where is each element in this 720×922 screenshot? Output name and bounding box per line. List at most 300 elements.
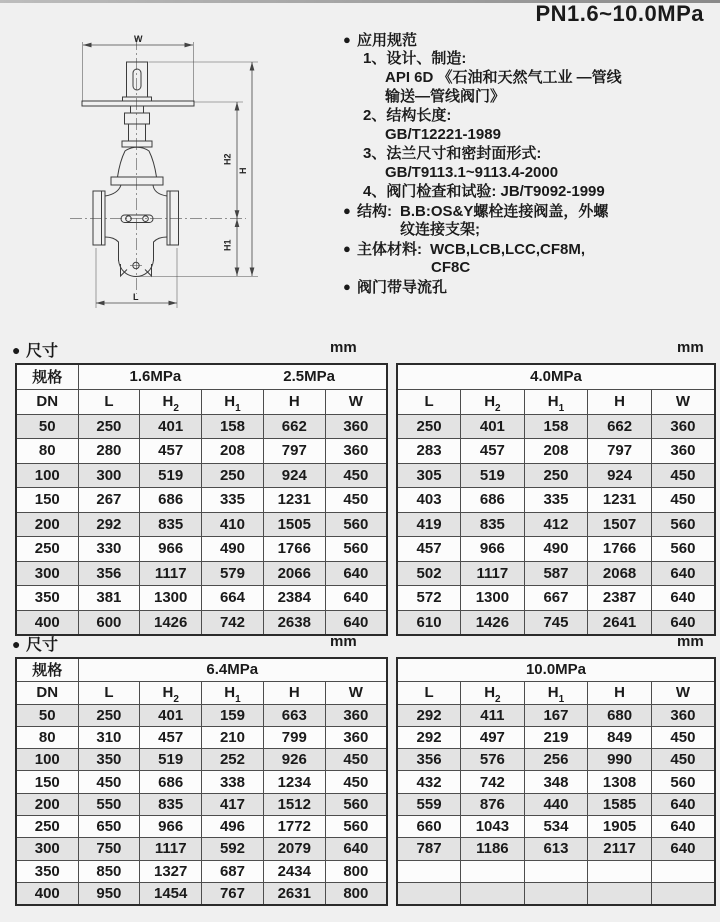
table-row [397, 815, 715, 837]
col-header: $H_2$ [461, 681, 525, 704]
table-cell: 300 [16, 561, 78, 586]
table-cell: 432 [397, 771, 461, 793]
table-row [397, 704, 715, 726]
table-cell: 742 [202, 610, 264, 635]
table-cell: 640 [651, 838, 715, 860]
table-cell: 158 [524, 414, 588, 439]
table-row [397, 610, 715, 635]
table-cell: 1772 [263, 815, 325, 837]
column-header-row [16, 389, 387, 414]
table-cell: 310 [78, 726, 140, 748]
table-cell: 640 [325, 561, 387, 586]
table-cell: 200 [16, 793, 78, 815]
yoke-plate [82, 101, 194, 106]
table-cell: 966 [140, 537, 202, 562]
table-cell: 2384 [263, 586, 325, 611]
col-header: $H_1$ [524, 681, 588, 704]
table-row [16, 726, 387, 748]
spec-heading: ● 应用规范 [343, 32, 418, 49]
col-header: $H_1$ [202, 681, 264, 704]
table-cell: 849 [588, 726, 652, 748]
col-header: $H_2$ [140, 389, 202, 414]
table-cell: 250 [16, 815, 78, 837]
table-cell: 335 [524, 488, 588, 513]
table-cell: 560 [325, 815, 387, 837]
dimensions-heading: ● 尺寸 [12, 636, 59, 654]
table-cell: 1512 [263, 793, 325, 815]
table-cell: 640 [325, 610, 387, 635]
table-row [397, 488, 715, 513]
table-cell: 1426 [461, 610, 525, 635]
unit-label: mm [677, 339, 704, 356]
table-cell: 835 [461, 512, 525, 537]
stem-upper [131, 106, 144, 113]
table-cell: 560 [651, 771, 715, 793]
spec-note: ● 阀门带导流孔 [343, 279, 448, 296]
table-cell: 835 [140, 793, 202, 815]
table-cell: 490 [202, 537, 264, 562]
body-lower-left [105, 237, 119, 261]
spec-structure: ● 结构: B.B:OS&Y螺栓连接阀盖，外螺 [343, 203, 609, 220]
table-cell: 400 [16, 610, 78, 635]
table-cell: 400 [16, 882, 78, 904]
table-row [397, 512, 715, 537]
table-cell: 100 [16, 463, 78, 488]
table-cell: 680 [588, 704, 652, 726]
table-row [397, 537, 715, 562]
table-cell: 560 [325, 537, 387, 562]
table-row [397, 749, 715, 771]
col-header: H [588, 389, 652, 414]
table-cell: 360 [325, 726, 387, 748]
table-cell: 2638 [263, 610, 325, 635]
table-cell: 401 [140, 704, 202, 726]
table-cell: 450 [325, 749, 387, 771]
table-row [16, 463, 387, 488]
table-cell [588, 882, 652, 904]
table-row [16, 414, 387, 439]
col-header: H [588, 681, 652, 704]
table-cell: 256 [524, 749, 588, 771]
table-cell [588, 860, 652, 882]
spec-structure-2: 纹连接支架; [400, 221, 480, 238]
table-cell: 356 [78, 561, 140, 586]
table-cell: 305 [397, 463, 461, 488]
col-header: L [397, 681, 461, 704]
dim-label-l: L [133, 292, 139, 302]
table-cell: 403 [397, 488, 461, 513]
table-cell: 292 [397, 704, 461, 726]
table-row [16, 749, 387, 771]
table-row [16, 815, 387, 837]
housing-base [123, 97, 152, 101]
table-cell: 450 [651, 463, 715, 488]
table-cell: 1231 [263, 488, 325, 513]
table-cell: 440 [524, 793, 588, 815]
table-cell: 335 [202, 488, 264, 513]
table-cell: 1043 [461, 815, 525, 837]
table-cell: 497 [461, 726, 525, 748]
stem-lower [129, 124, 146, 141]
col-header: W [651, 681, 715, 704]
table-row [16, 860, 387, 882]
table-cell: 330 [78, 537, 140, 562]
table-cell: 250 [397, 414, 461, 439]
table-cell: 50 [16, 704, 78, 726]
table-cell: 640 [651, 815, 715, 837]
table-cell: 450 [651, 749, 715, 771]
table-cell: 966 [461, 537, 525, 562]
table-cell: 640 [325, 838, 387, 860]
table-cell: 662 [588, 414, 652, 439]
table-cell: 250 [16, 537, 78, 562]
table-cell: 800 [325, 882, 387, 904]
table-cell [524, 860, 588, 882]
table-cell: 360 [651, 704, 715, 726]
col-header: L [78, 389, 140, 414]
table-cell: 450 [651, 488, 715, 513]
table-cell: 150 [16, 771, 78, 793]
table-cell: 686 [140, 488, 202, 513]
spec-item-3: 3、法兰尺寸和密封面形式: [363, 145, 542, 162]
table-cell: 2434 [263, 860, 325, 882]
table-cell: 283 [397, 439, 461, 464]
table-row [16, 561, 387, 586]
table-cell: 250 [524, 463, 588, 488]
col-header: H [263, 681, 325, 704]
table-row [16, 610, 387, 635]
col-header: $H_1$ [524, 389, 588, 414]
dim-label-h1: H1 [222, 239, 233, 251]
table-cell: 686 [140, 771, 202, 793]
table-cell: 579 [202, 561, 264, 586]
table-row [397, 439, 715, 464]
table-cell: 750 [78, 838, 140, 860]
table-cell: 990 [588, 749, 652, 771]
table-cell: 159 [202, 704, 264, 726]
table-cell: 660 [397, 815, 461, 837]
table-cell: 587 [524, 561, 588, 586]
col-header: $H_2$ [461, 389, 525, 414]
table-cell: 576 [461, 749, 525, 771]
table-cell: 360 [651, 439, 715, 464]
spec-item-2a: GB/T12221-1989 [385, 126, 501, 143]
table-cell: 1300 [140, 586, 202, 611]
table-cell: 667 [524, 586, 588, 611]
table-cell: 1766 [588, 537, 652, 562]
col-header: W [325, 389, 387, 414]
table-cell: 799 [263, 726, 325, 748]
dims-table-10.0mpa [396, 657, 716, 906]
spec-item-1a: API 6D 《石油和天然气工业 —管线 [385, 69, 622, 86]
table-cell: 219 [524, 726, 588, 748]
table-row [397, 860, 715, 882]
table-cell: 519 [140, 463, 202, 488]
body-shoulder-right [153, 185, 167, 196]
bonnet [118, 147, 157, 177]
table-cell [461, 860, 525, 882]
table-cell: 2068 [588, 561, 652, 586]
table-row [397, 793, 715, 815]
table-cell: 1426 [140, 610, 202, 635]
table-cell: 350 [16, 586, 78, 611]
table-cell [397, 860, 461, 882]
bonnet-neck-flange [122, 141, 152, 147]
table-cell: 600 [78, 610, 140, 635]
table-cell: 300 [78, 463, 140, 488]
spec-header-cell: 规格 [16, 658, 78, 681]
table-cell: 417 [202, 793, 264, 815]
table-cell: 100 [16, 749, 78, 771]
table-cell: 2079 [263, 838, 325, 860]
dims-table-4.0mpa [396, 363, 716, 636]
table-cell: 640 [325, 586, 387, 611]
table-cell: 419 [397, 512, 461, 537]
table-cell: 742 [461, 771, 525, 793]
table-cell: 210 [202, 726, 264, 748]
table-cell: 662 [263, 414, 325, 439]
dim-label-w: W [134, 34, 143, 44]
table-row [16, 537, 387, 562]
pressure-header-cell: 10.0MPa [397, 658, 715, 681]
table-cell: 450 [78, 771, 140, 793]
table-cell: 560 [651, 512, 715, 537]
table-cell: 924 [588, 463, 652, 488]
dim-label-h: H [238, 167, 248, 174]
table-row [16, 704, 387, 726]
table-cell: 640 [651, 586, 715, 611]
table-row [16, 439, 387, 464]
table-cell: 356 [397, 749, 461, 771]
table-cell: 797 [263, 439, 325, 464]
bonnet-flange [111, 177, 163, 185]
body-lower-right [154, 237, 168, 261]
table-cell: 800 [325, 860, 387, 882]
col-header: W [325, 681, 387, 704]
table-cell [651, 882, 715, 904]
table-cell: 1117 [140, 838, 202, 860]
table-cell: 360 [651, 414, 715, 439]
column-header-row [16, 681, 387, 704]
body-shoulder-left [105, 185, 121, 196]
table-cell: 664 [202, 586, 264, 611]
pressure-header-row [16, 364, 387, 389]
table-cell: 966 [140, 815, 202, 837]
table-cell: 250 [78, 704, 140, 726]
table-cell: 411 [461, 704, 525, 726]
table-cell: 360 [325, 439, 387, 464]
spec-item-2: 2、结构长度: [363, 107, 452, 124]
table-row [16, 793, 387, 815]
spec-item-4: 4、阀门检查和试验: JB/T9092-1999 [363, 183, 605, 200]
table-cell: 348 [524, 771, 588, 793]
table-cell: 292 [78, 512, 140, 537]
table-cell: 640 [651, 610, 715, 635]
table-cell: 1117 [140, 561, 202, 586]
pipe-flange-left [93, 191, 105, 245]
table-cell: 850 [78, 860, 140, 882]
table-cell: 1507 [588, 512, 652, 537]
table-cell: 280 [78, 439, 140, 464]
bottom-foot-right [145, 264, 152, 276]
spec-item-3a: GB/T9113.1~9113.4-2000 [385, 164, 559, 181]
table-cell: 252 [202, 749, 264, 771]
col-header: L [397, 389, 461, 414]
table-cell: 457 [140, 439, 202, 464]
table-cell [651, 860, 715, 882]
dims-table-6.4mpa [15, 657, 388, 906]
table-cell: 450 [325, 463, 387, 488]
table-cell: 412 [524, 512, 588, 537]
table-cell: 80 [16, 726, 78, 748]
unit-label: mm [330, 339, 357, 356]
bullet-icon: ● [12, 636, 21, 652]
unit-label: mm [330, 633, 357, 650]
stem-housing [127, 62, 148, 97]
table-cell: 496 [202, 815, 264, 837]
table-cell: 502 [397, 561, 461, 586]
dimensions-section-2-header [0, 632, 720, 654]
table-cell: 610 [397, 610, 461, 635]
spec-list [343, 30, 717, 296]
table-cell: 1585 [588, 793, 652, 815]
table-cell: 450 [325, 771, 387, 793]
table-cell: 797 [588, 439, 652, 464]
table-cell: 267 [78, 488, 140, 513]
table-cell: 1186 [461, 838, 525, 860]
table-cell: 767 [202, 882, 264, 904]
dimensions-heading: ● 尺寸 [12, 342, 59, 360]
pressure-header-cell: 4.0MPa [397, 364, 715, 389]
table-row [397, 838, 715, 860]
table-cell: 2117 [588, 838, 652, 860]
table-cell: 350 [78, 749, 140, 771]
table-cell: 640 [651, 561, 715, 586]
table-cell: 572 [397, 586, 461, 611]
table-cell: 208 [524, 439, 588, 464]
table-cell: 687 [202, 860, 264, 882]
table-row [16, 586, 387, 611]
pressure-header-row [397, 364, 715, 389]
table-cell: 401 [140, 414, 202, 439]
table-cell: 338 [202, 771, 264, 793]
dimensions-section-1-header [0, 338, 720, 360]
table-cell: 1505 [263, 512, 325, 537]
valve-technical-drawing [40, 18, 340, 338]
bullet-icon: ● [343, 279, 351, 294]
table-cell: 686 [461, 488, 525, 513]
dn-header-cell: DN [16, 681, 78, 704]
table-cell: 1308 [588, 771, 652, 793]
table-cell: 559 [397, 793, 461, 815]
table-cell [524, 882, 588, 904]
pressure-header-row [16, 658, 387, 681]
table-cell: 150 [16, 488, 78, 513]
spec-material: ● 主体材料: WCB,LCB,LCC,CF8M, [343, 241, 585, 258]
table-cell: 2066 [263, 561, 325, 586]
table-row [16, 838, 387, 860]
table-cell: 457 [397, 537, 461, 562]
dims-table-1.6-2.5mpa [15, 363, 388, 636]
table-cell: 1905 [588, 815, 652, 837]
spec-item-1b: 输送—管线阀门》 [385, 88, 506, 105]
table-cell: 450 [325, 488, 387, 513]
table-cell: 835 [140, 512, 202, 537]
table-cell: 650 [78, 815, 140, 837]
bullet-icon: ● [343, 32, 351, 47]
table-cell: 745 [524, 610, 588, 635]
table-cell: 167 [524, 704, 588, 726]
table-cell: 1231 [588, 488, 652, 513]
table-row [397, 771, 715, 793]
table-cell: 381 [78, 586, 140, 611]
table-cell: 457 [461, 439, 525, 464]
table-cell: 787 [397, 838, 461, 860]
table-cell: 1454 [140, 882, 202, 904]
table-row [397, 882, 715, 904]
table-cell: 924 [263, 463, 325, 488]
pipe-flange-right [167, 191, 179, 245]
stem-slot [133, 69, 141, 90]
table-cell: 80 [16, 439, 78, 464]
pressure-header-cell: 1.6MPa 2.5MPa [78, 364, 387, 389]
table-row [397, 414, 715, 439]
table-cell: 613 [524, 838, 588, 860]
pressure-header-row [397, 658, 715, 681]
table-cell: 2641 [588, 610, 652, 635]
table-cell: 292 [397, 726, 461, 748]
table-cell: 250 [78, 414, 140, 439]
table-cell: 2631 [263, 882, 325, 904]
table-cell: 200 [16, 512, 78, 537]
table-cell: 1117 [461, 561, 525, 586]
table-cell: 519 [461, 463, 525, 488]
col-header: L [78, 681, 140, 704]
table-cell: 1234 [263, 771, 325, 793]
table-cell: 457 [140, 726, 202, 748]
table-cell: 560 [325, 512, 387, 537]
bullet-icon: ● [12, 342, 21, 358]
bottom-foot-left [121, 264, 128, 276]
table-cell: 450 [651, 726, 715, 748]
table-cell: 50 [16, 414, 78, 439]
table-cell: 560 [651, 537, 715, 562]
pressure-header-cell: 6.4MPa [78, 658, 387, 681]
column-header-row [397, 681, 715, 704]
unit-label: mm [677, 633, 704, 650]
col-header: $H_1$ [202, 389, 264, 414]
dn-header-cell: DN [16, 389, 78, 414]
table-cell: 360 [325, 414, 387, 439]
table-row [16, 771, 387, 793]
table-cell [461, 882, 525, 904]
table-cell: 519 [140, 749, 202, 771]
table-cell: 550 [78, 793, 140, 815]
table-cell: 2387 [588, 586, 652, 611]
dim-label-h2: H2 [222, 153, 233, 165]
table-cell: 300 [16, 838, 78, 860]
table-cell: 490 [524, 537, 588, 562]
table-row [397, 726, 715, 748]
table-cell: 950 [78, 882, 140, 904]
bullet-icon: ● [343, 241, 351, 256]
table-cell: 534 [524, 815, 588, 837]
table-cell: 876 [461, 793, 525, 815]
col-header: $H_2$ [140, 681, 202, 704]
table-cell: 410 [202, 512, 264, 537]
table-row [397, 463, 715, 488]
table-cell: 250 [202, 463, 264, 488]
